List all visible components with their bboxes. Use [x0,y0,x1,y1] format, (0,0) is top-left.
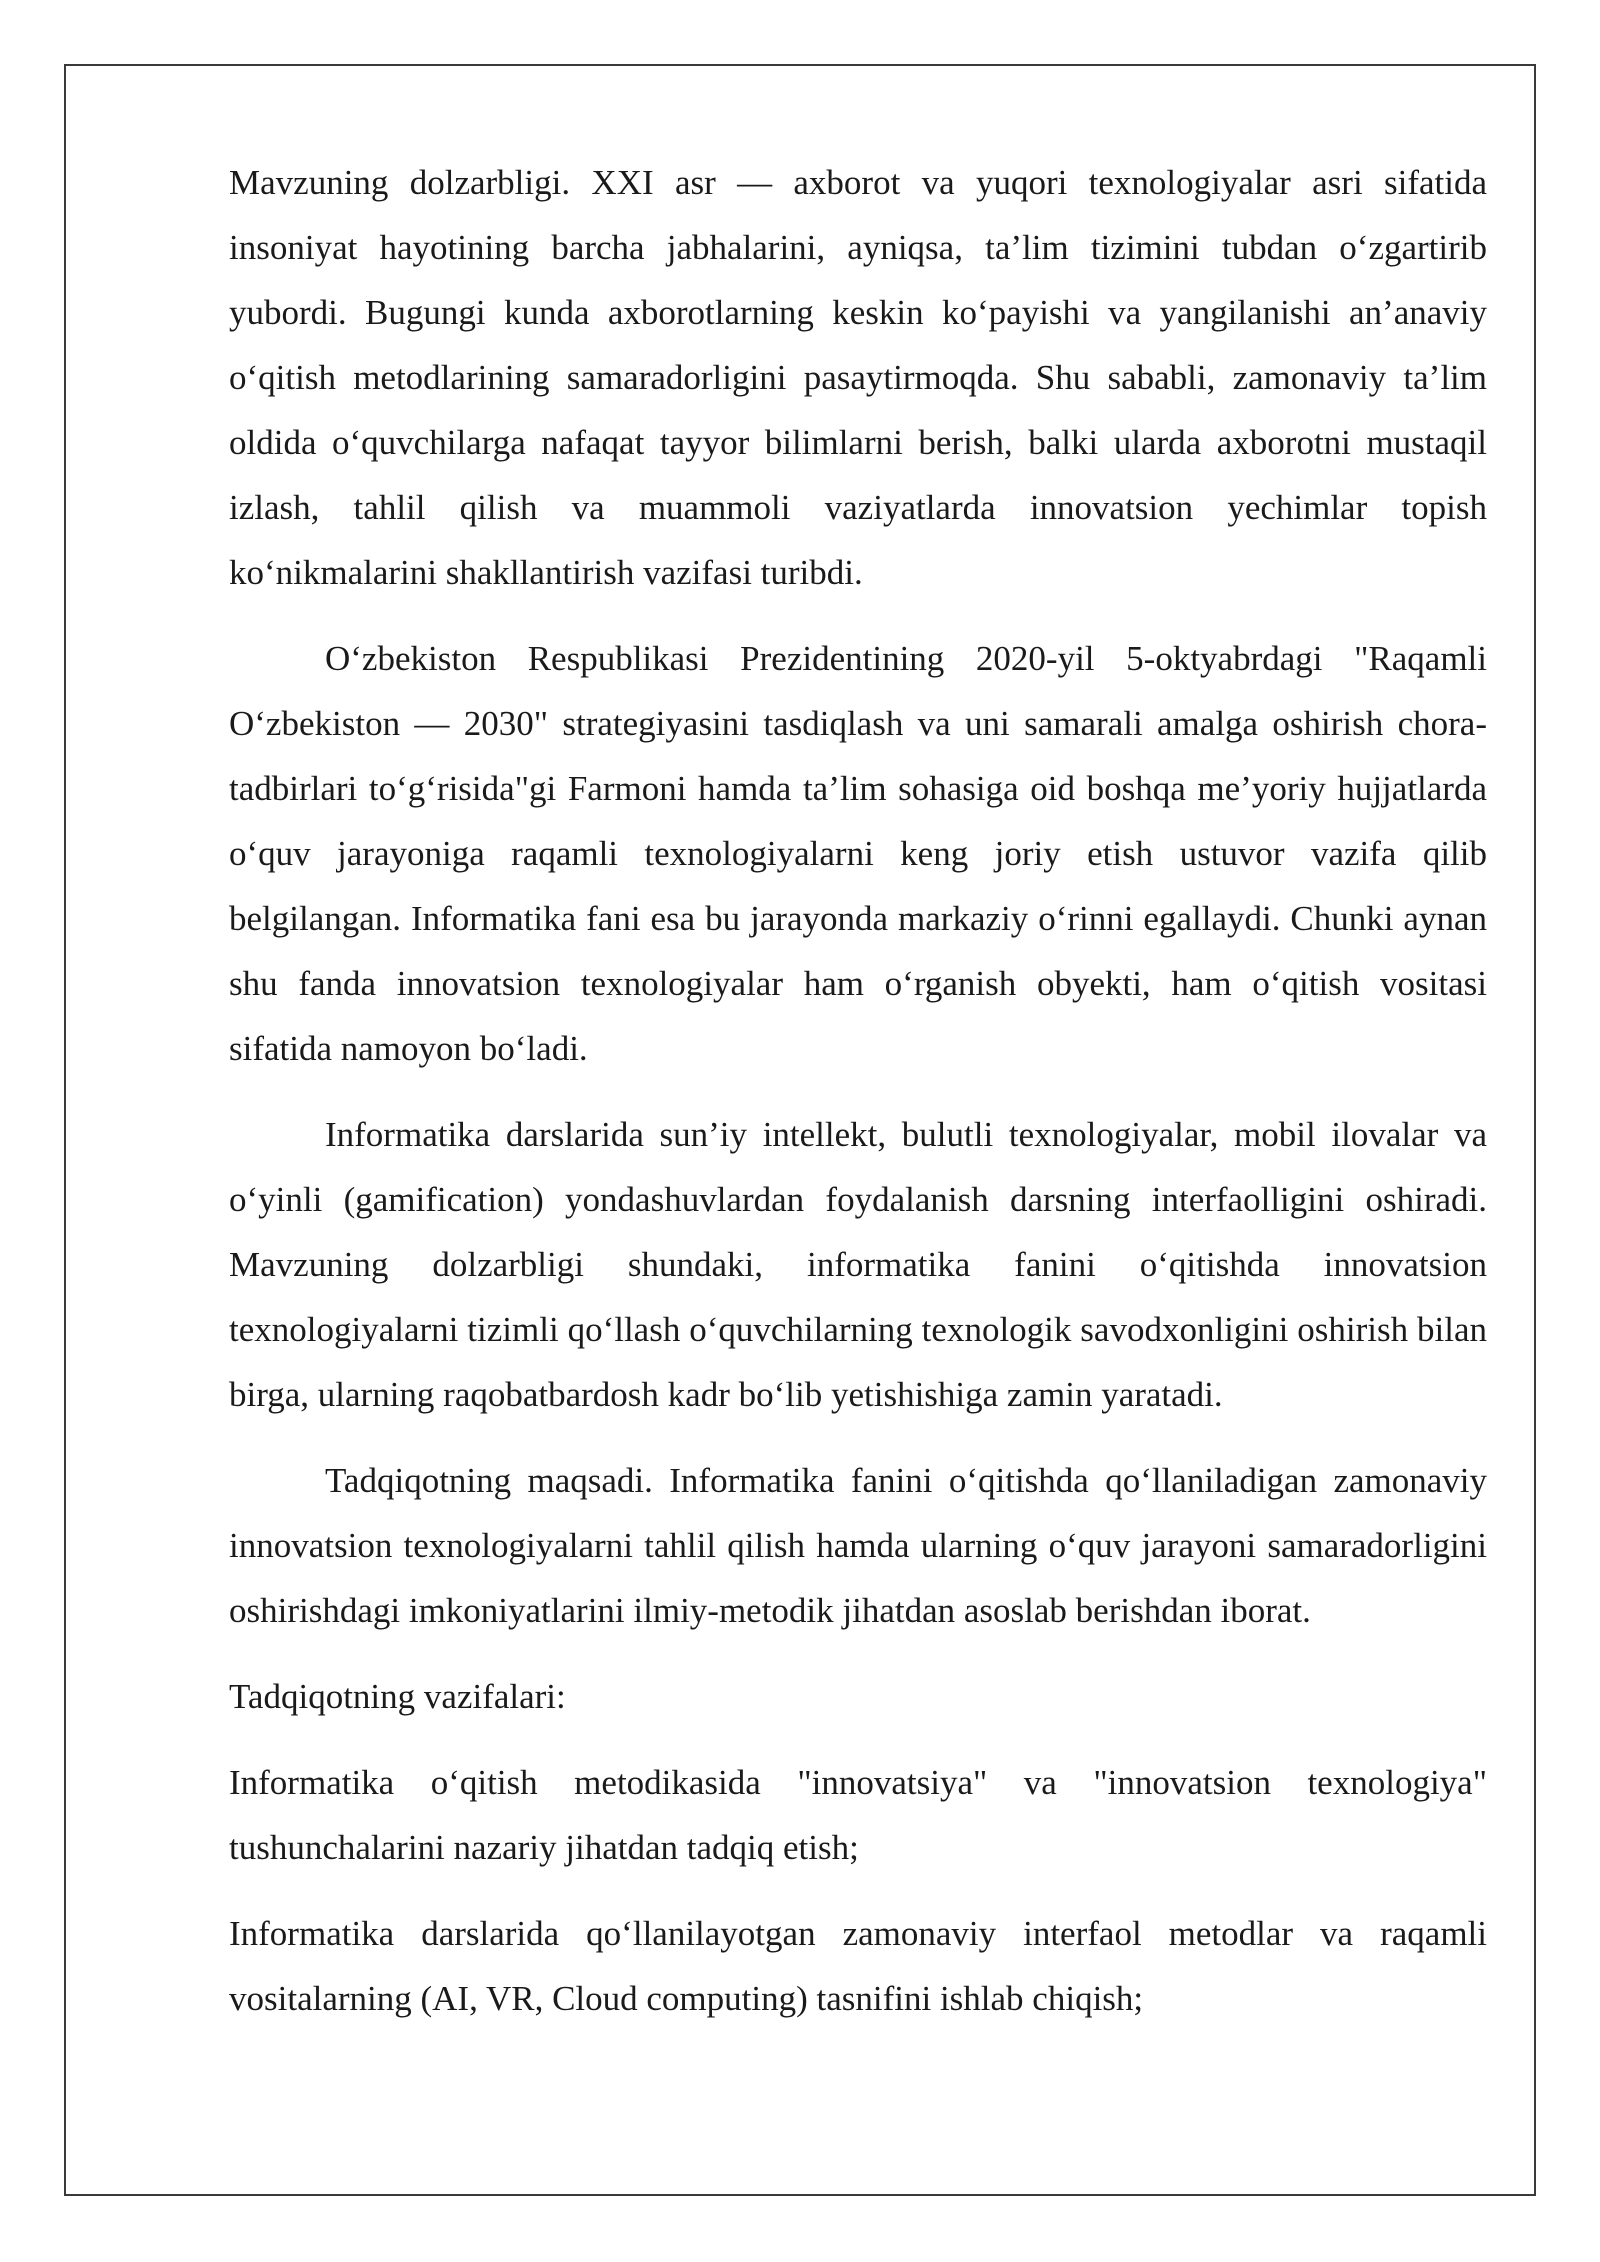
paragraph-relevance: Mavzuning dolzarbligi. XXI asr — axborot va yuqori texnologiyalar asri sifatida insoniyat hayotining barcha jabhalarini, ayniqsa, ta’lim tizimini tubdan oʻzgartirib yubordi. Bugungi kunda axborotlarning keskin koʻpayishi va yangilanishi an’anaviy oʻqitish metodlarining samaradorligini pasaytirmoqda. Shu sababli, zamonaviy ta’lim oldida oʻquvchilarga nafaqat tayyor bilimlarni berish, balki ularda axborotni mustaqil izlash, tahlil qilish va muammoli vaziyatlarda innovatsion yechimlar topish koʻnikmalarini shakllantirish vazifasi turibdi. [229,163,1487,592]
heading-research-tasks: Tadqiqotning vazifalari: [229,1677,566,1716]
paragraph-research-goal: Tadqiqotning maqsadi. Informatika fanini oʻqitishda qoʻllaniladigan zamonaviy innovatsion texnologiyalarni tahlil qilish hamda ularning oʻquv jarayoni samaradorligini oshirishdagi imkoniyatlarini ilmiy-metodik jihatdan asoslab berishdan iborat. [229,1461,1487,1630]
document-body [229,150,1487,2052]
list-item-task-2: Informatika darslarida qoʻllanilayotgan zamonaviy interfaol metodlar va raqamli vositalarning (AI, VR, Cloud computing) tasnifini ishlab chiqish; [229,1914,1487,2018]
paragraph-informatics-lessons: Informatika darslarida sun’iy intellekt, bulutli texnologiyalar, mobil ilovalar va oʻyinli (gamification) yondashuvlardan foydalanish darsning interfaolligini oshiradi. Mavzuning dolzarbligi shundaki, informatika fanini oʻqitishda innovatsion texnologiyalarni tizimli qoʻllash oʻquvchilarning texnologik savodxonligini oshirish bilan birga, ularning raqobatbardosh kadr boʻlib yetishishiga zamin yaratadi. [229,1115,1487,1414]
list-item-task-1: Informatika oʻqitish metodikasida "innovatsiya" va "innovatsion texnologiya" tushunchalarini nazariy jihatdan tadqiq etish; [229,1763,1487,1867]
paragraph-presidential-decree: Oʻzbekiston Respublikasi Prezidentining 2020-yil 5-oktyabrdagi "Raqamli Oʻzbekiston — 2030" strategiyasini tasdiqlash va uni samarali amalga oshirish chora-tadbirlari toʻgʻrisida"gi Farmoni hamda ta’lim sohasiga oid boshqa me’yoriy hujjatlarda oʻquv jarayoniga raqamli texnologiyalarni keng joriy etish ustuvor vazifa qilib belgilangan. Informatika fani esa bu jarayonda markaziy oʻrinni egallaydi. Chunki aynan shu fanda innovatsion texnologiyalar ham oʻrganish obyekti, ham oʻqitish vositasi sifatida namoyon boʻladi. [229,639,1487,1068]
